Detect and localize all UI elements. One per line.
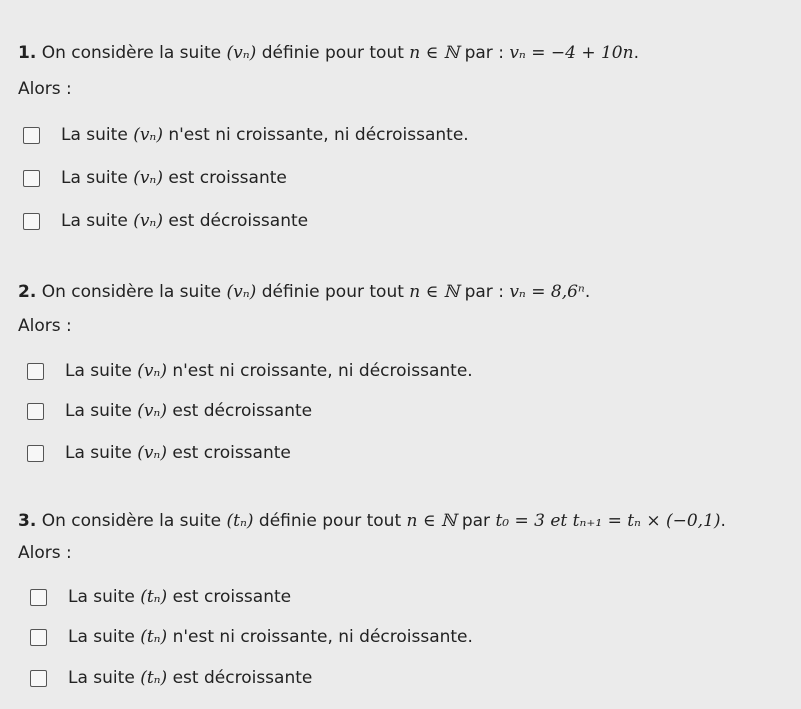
question-2-number: 2. [18,282,37,302]
option-label: La suite (vₙ) est croissante [61,168,287,188]
question-1-option-2[interactable] [23,167,287,189]
question-2-sequence: (vₙ) [226,282,257,302]
question-3-option-3[interactable] [30,667,312,689]
question-1-number: 1. [18,43,37,63]
question-2-alors: Alors : [18,316,72,336]
question-3-number: 3. [18,511,37,531]
option-label: La suite (vₙ) est décroissante [65,401,313,421]
question-1-alors: Alors : [18,79,72,99]
question-3-formula: t₀ = 3 et tₙ₊₁ = tₙ × (−0,1) [495,511,721,531]
question-2-option-1[interactable] [27,360,473,382]
option-label: La suite (vₙ) n'est ni croissante, ni décroissante. [61,125,469,145]
question-1-suffix: . [633,43,639,63]
question-3-option-2[interactable] [30,626,473,648]
question-1-text-mid: définie pour tout [256,43,410,63]
question-3-domain: n ∈ ℕ [406,511,457,531]
checkbox[interactable] [27,445,44,462]
checkbox[interactable] [30,589,47,606]
question-2-formula: vₙ = 8,6ⁿ [509,282,585,302]
question-2-text-mid: définie pour tout [256,282,410,302]
question-3-sequence: (tₙ) [226,511,254,531]
checkbox[interactable] [27,363,44,380]
question-1-text-par: par : [459,43,510,63]
checkbox[interactable] [23,213,40,230]
question-1-option-3[interactable] [23,210,308,232]
option-label: La suite (vₙ) est décroissante [61,211,309,231]
question-1-text-prefix: On considère la suite [36,43,227,63]
question-3-title [18,510,726,532]
question-1-domain: n ∈ ℕ [409,43,460,63]
question-2-suffix: . [584,282,591,302]
question-2-option-2[interactable] [27,400,312,422]
checkbox[interactable] [30,629,47,646]
question-1-option-1[interactable] [23,124,469,146]
question-3-text-par: par [456,511,496,531]
question-2-text-prefix: On considère la suite [36,282,227,302]
checkbox[interactable] [27,403,44,420]
question-1-sequence: (vₙ) [226,43,257,63]
option-label: La suite (vₙ) est croissante [65,443,291,463]
question-2-option-3[interactable] [27,442,291,464]
question-3-suffix: . [720,511,726,531]
checkbox[interactable] [23,127,40,144]
question-3-text-mid: définie pour tout [253,511,407,531]
option-label: La suite (tₙ) est décroissante [68,668,313,688]
question-2-domain: n ∈ ℕ [409,282,460,302]
option-label: La suite (vₙ) n'est ni croissante, ni décroissante. [65,361,473,381]
question-2-title [18,281,590,303]
question-1-title [18,42,639,64]
question-3-alors: Alors : [18,543,72,563]
checkbox[interactable] [30,670,47,687]
checkbox[interactable] [23,170,40,187]
question-3-text-prefix: On considère la suite [36,511,227,531]
question-2-text-par: par : [459,282,510,302]
question-3-option-1[interactable] [30,586,291,608]
option-label: La suite (tₙ) est croissante [68,587,292,607]
question-1-formula: vₙ = −4 + 10n [509,43,634,63]
option-label: La suite (tₙ) n'est ni croissante, ni décroissante. [68,627,473,647]
